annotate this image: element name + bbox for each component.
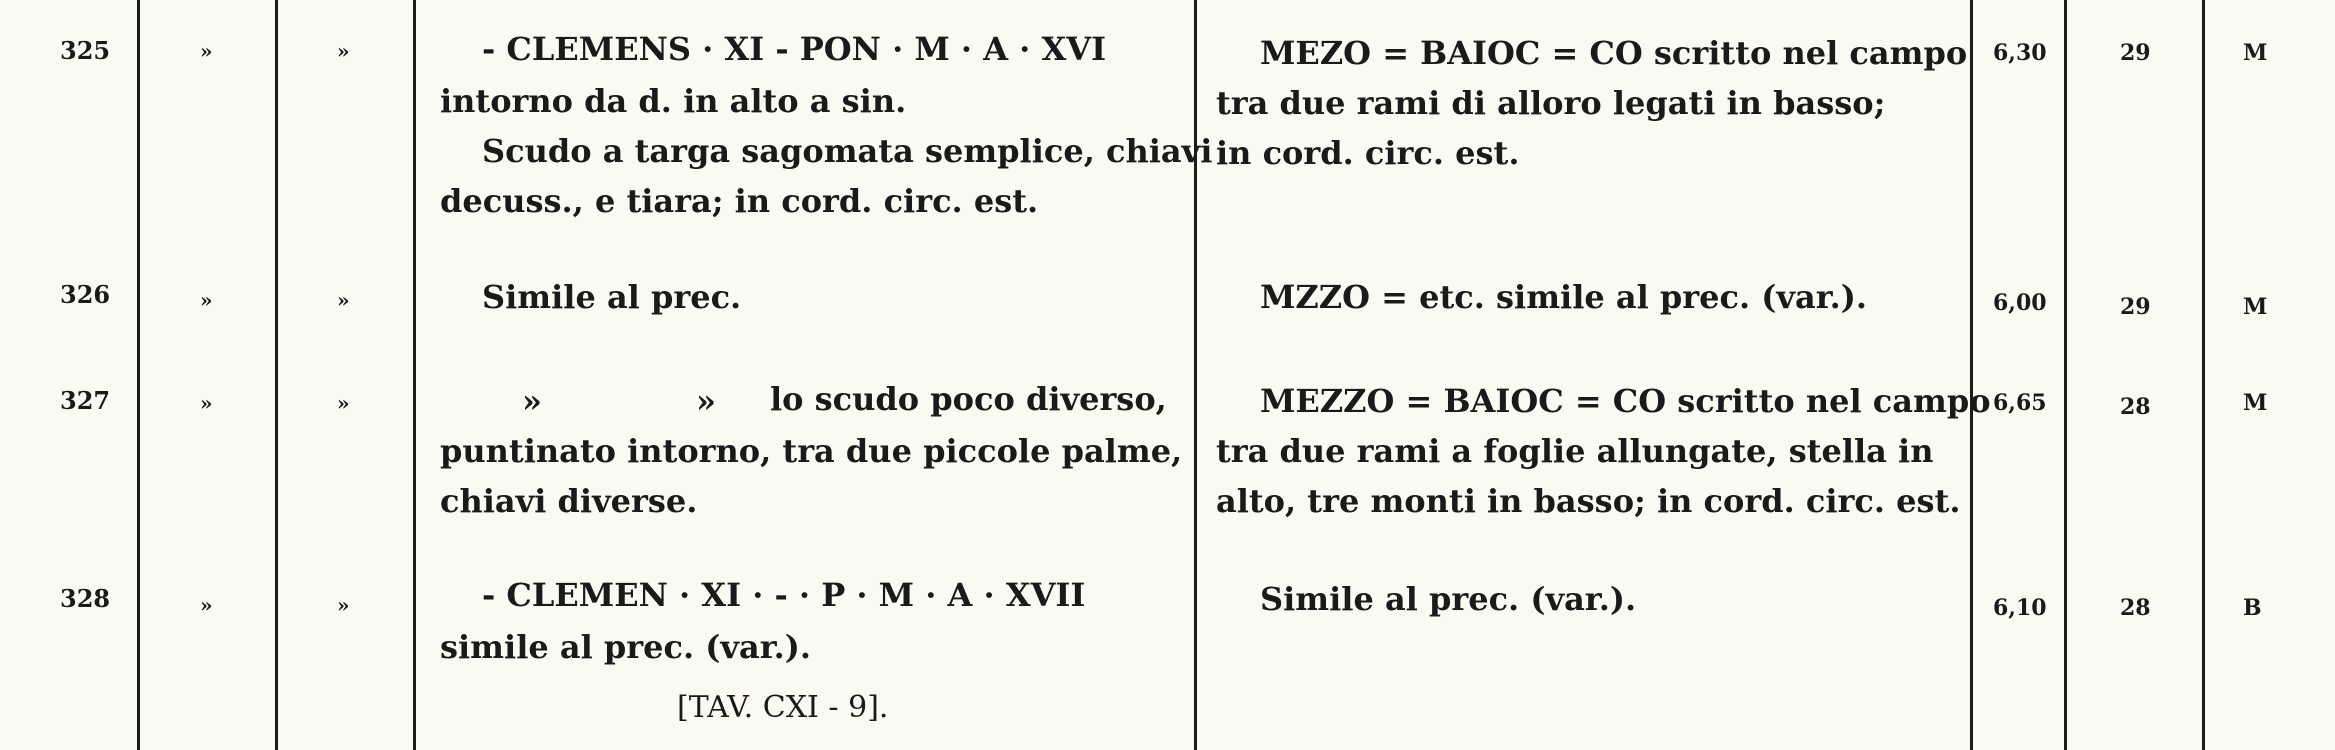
obverse-line: chiavi diverse.	[440, 482, 698, 520]
ditto-mark: »	[200, 288, 213, 312]
obverse-line: puntinato intorno, tra due piccole palme,	[440, 432, 1183, 470]
column-rule	[275, 0, 278, 750]
entry-number: 326	[60, 280, 111, 309]
ditto-mark: »	[337, 288, 350, 312]
weight-value: 6,30	[1993, 40, 2047, 66]
ditto-mark: »	[200, 39, 213, 63]
metal-code: M	[2243, 390, 2268, 416]
obverse-line: Simile al prec.	[482, 278, 742, 316]
plate-reference: [TAV. CXI - 9].	[677, 690, 889, 725]
reverse-line: Simile al prec. (var.).	[1260, 580, 1637, 618]
column-rule	[2202, 0, 2205, 750]
metal-code: M	[2243, 40, 2268, 66]
column-rule	[1194, 0, 1197, 750]
entry-number: 327	[60, 386, 111, 415]
ditto-mark: »	[337, 39, 350, 63]
diameter-value: 28	[2120, 394, 2151, 420]
obverse-ditto: »	[696, 382, 716, 420]
obverse-line: intorno da d. in alto a sin.	[440, 82, 907, 120]
diameter-value: 29	[2120, 40, 2151, 66]
obverse-line: - CLEMENS · XI - PON · M · A · XVI	[482, 30, 1107, 68]
metal-code: B	[2243, 595, 2262, 621]
diameter-value: 28	[2120, 595, 2151, 621]
reverse-line: alto, tre monti in basso; in cord. circ. est.	[1216, 482, 1961, 520]
obverse-line: - CLEMEN · XI · - · P · M · A · XVII	[482, 576, 1086, 614]
ditto-mark: »	[337, 593, 350, 617]
reverse-line: tra due rami a foglie allungate, stella in	[1216, 432, 1934, 470]
weight-value: 6,65	[1993, 390, 2047, 416]
reverse-line: in cord. circ. est.	[1216, 134, 1520, 172]
obverse-line: decuss., e tiara; in cord. circ. est.	[440, 182, 1039, 220]
entry-number: 325	[60, 36, 111, 65]
column-rule	[413, 0, 416, 750]
diameter-value: 29	[2120, 294, 2151, 320]
reverse-line: MEZO = BAIOC = CO scritto nel campo	[1260, 34, 1968, 72]
column-rule	[2064, 0, 2067, 750]
obverse-line: Scudo a targa sagomata semplice, chiavi	[482, 132, 1213, 170]
reverse-line: tra due rami di alloro legati in basso;	[1216, 84, 1886, 122]
weight-value: 6,00	[1993, 290, 2047, 316]
ditto-mark: »	[337, 391, 350, 415]
weight-value: 6,10	[1993, 595, 2047, 621]
column-rule	[137, 0, 140, 750]
entry-number: 328	[60, 584, 111, 613]
reverse-line: MZZO = etc. simile al prec. (var.).	[1260, 278, 1868, 316]
ditto-mark: »	[200, 593, 213, 617]
obverse-ditto: »	[522, 382, 542, 420]
metal-code: M	[2243, 294, 2268, 320]
obverse-line: simile al prec. (var.).	[440, 628, 812, 666]
column-rule	[1970, 0, 1973, 750]
ditto-mark: »	[200, 391, 213, 415]
reverse-line: MEZZO = BAIOC = CO scritto nel campo	[1260, 382, 1991, 420]
obverse-line: lo scudo poco diverso,	[770, 380, 1167, 418]
